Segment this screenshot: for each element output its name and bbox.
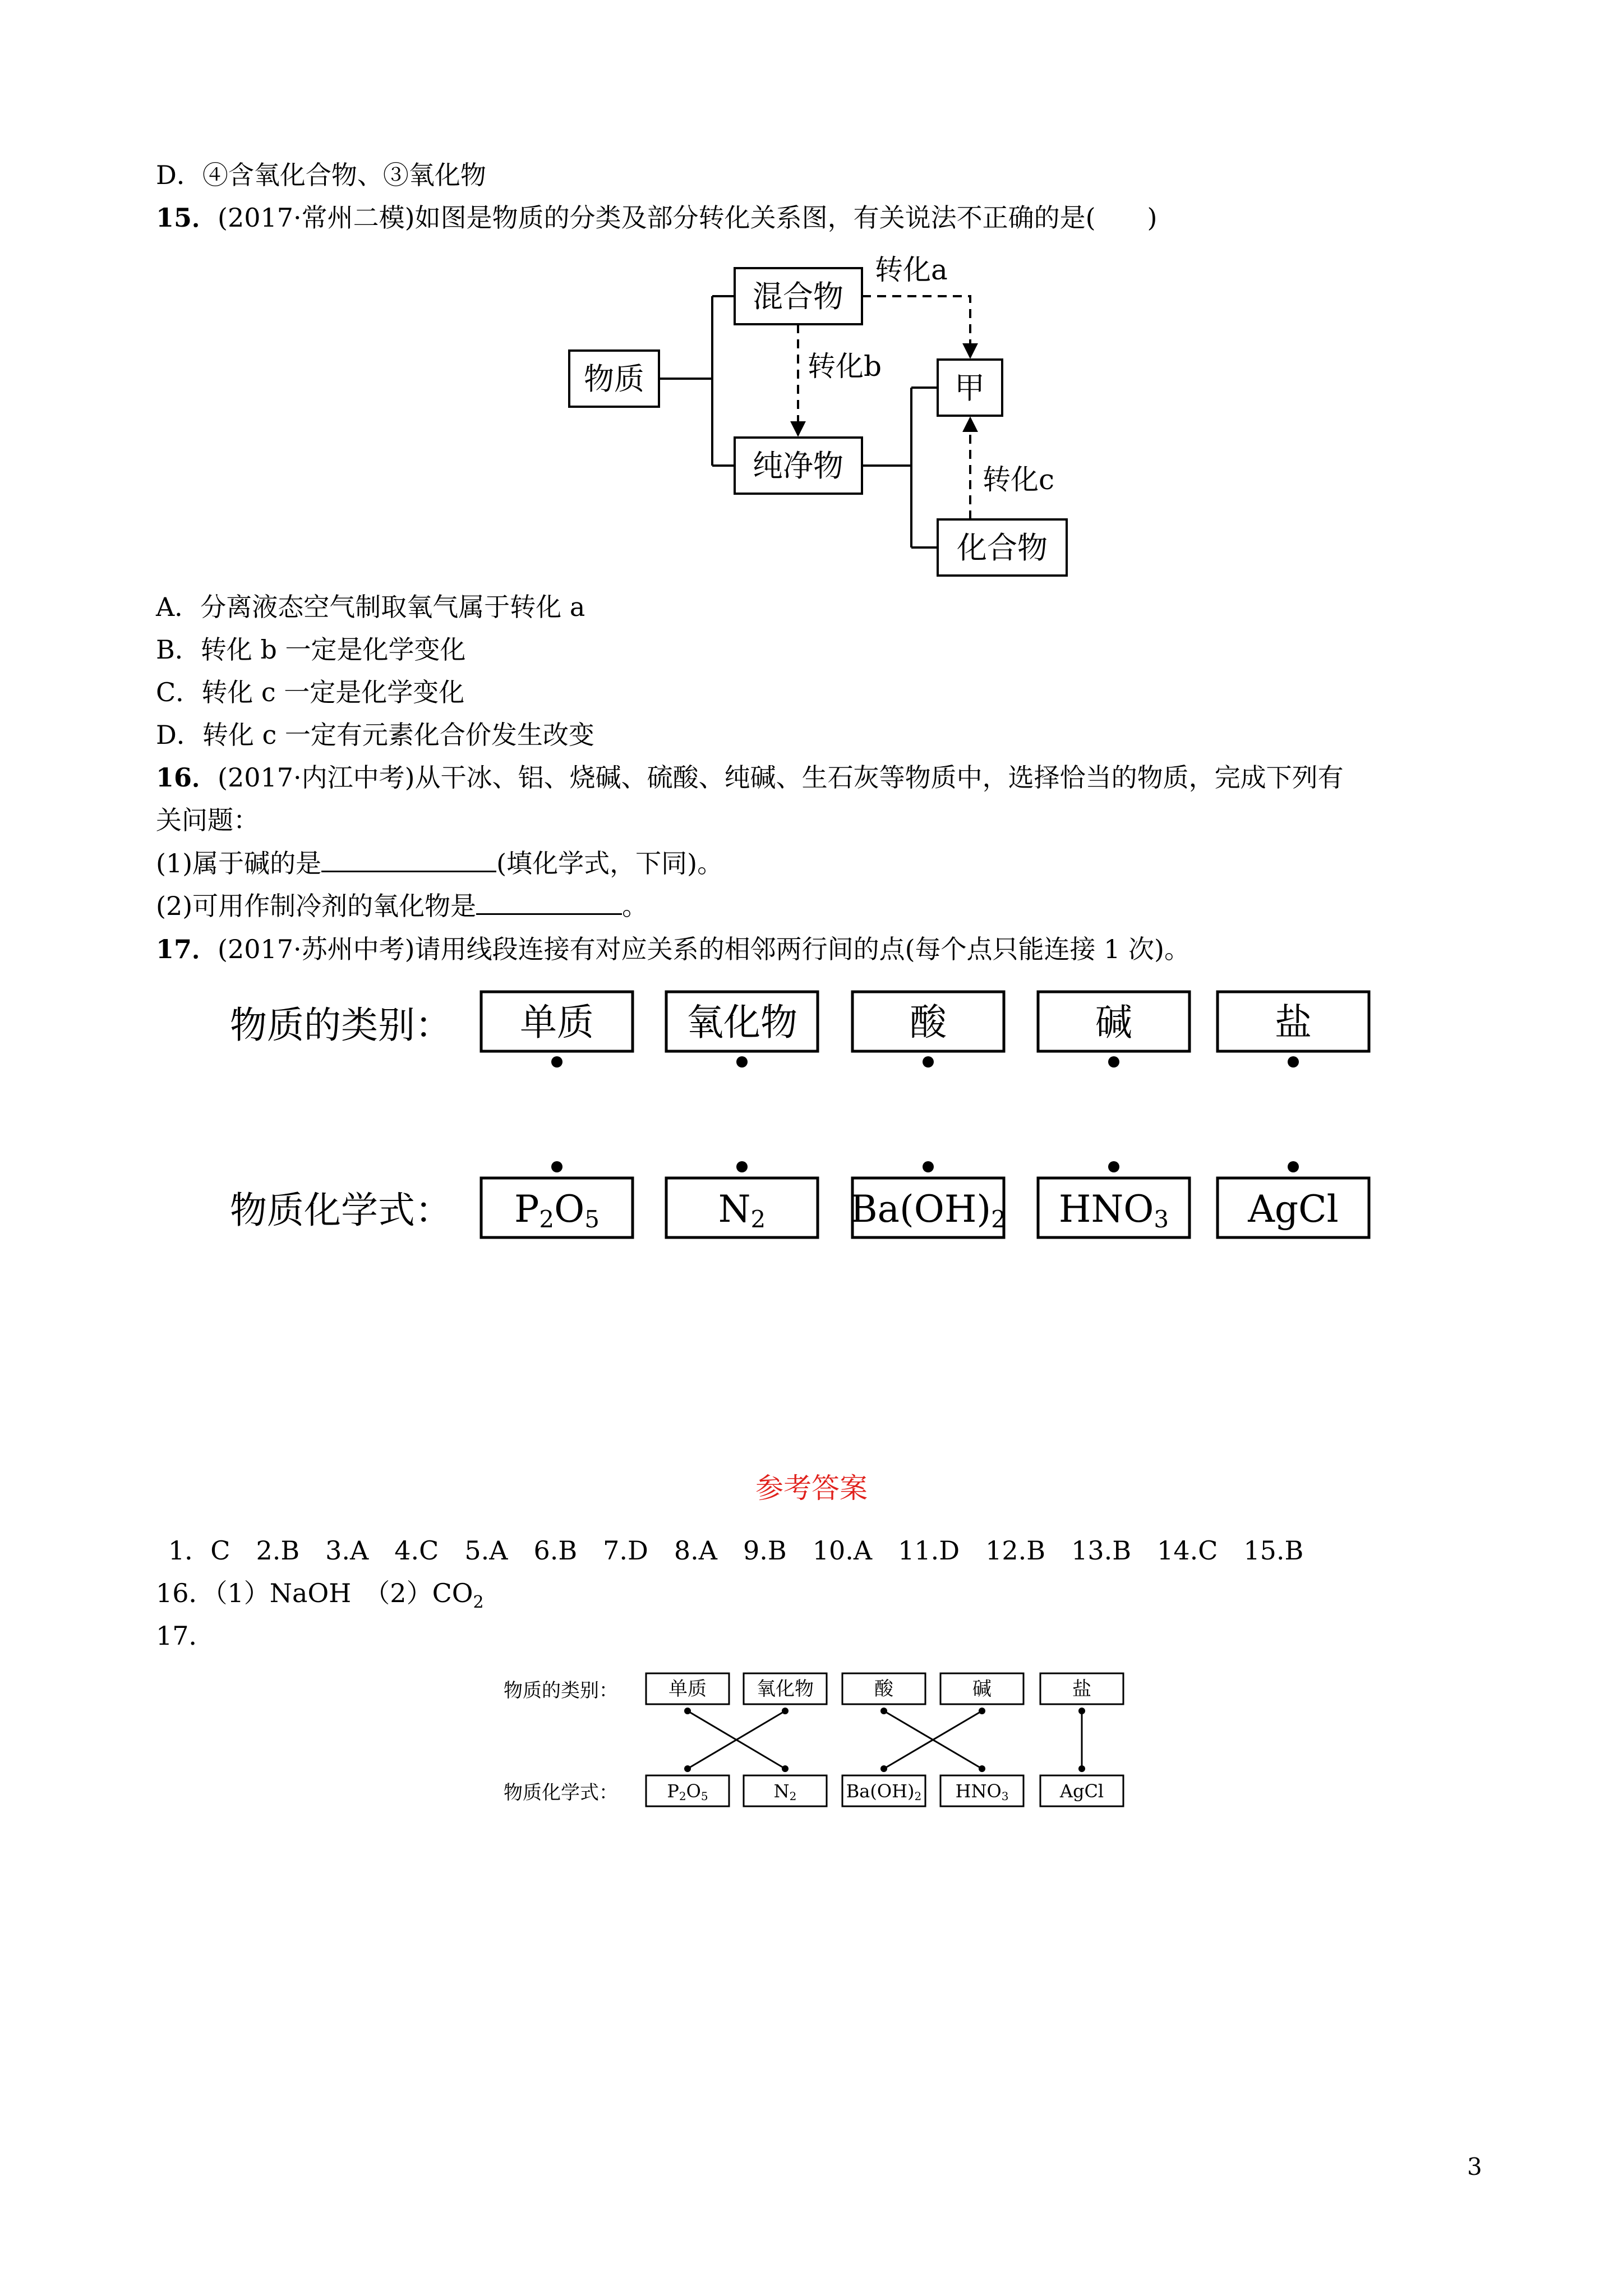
formula-box-3 bbox=[852, 1178, 1004, 1237]
q15-stem-line bbox=[156, 201, 1158, 234]
answer-category-dot-1 bbox=[684, 1708, 691, 1714]
q16-part1-blank[interactable] bbox=[321, 846, 496, 872]
answer-category-dot-3 bbox=[880, 1708, 887, 1714]
answer-line-base-baoh2 bbox=[884, 1711, 982, 1769]
answer-formula-box-1 bbox=[646, 1775, 729, 1806]
formula-box-5 bbox=[1218, 1178, 1369, 1237]
q15-option-d: D．转化 c 一定有元素化合价发生改变 bbox=[156, 720, 594, 750]
answer-line-oxide-p2o5 bbox=[688, 1711, 785, 1769]
answer-formula-box-3 bbox=[842, 1775, 925, 1806]
answer-formula-label-1: P2O5 bbox=[667, 1780, 708, 1803]
category-box-3 bbox=[852, 992, 1004, 1051]
q17-stem: (2017·苏州中考)请用线段连接有对应关系的相邻两行间的点(每个点只能连接 1 次)。 bbox=[218, 934, 1190, 964]
answer-formula-label-4: HNO3 bbox=[955, 1780, 1009, 1803]
category-label-1: 单质 bbox=[520, 1001, 594, 1044]
answer-category-label-1: 单质 bbox=[668, 1678, 707, 1700]
category-box-4 bbox=[1038, 992, 1189, 1051]
compound-box bbox=[938, 519, 1067, 576]
answer-category-dot-4 bbox=[979, 1708, 985, 1714]
answer-category-label-3: 酸 bbox=[874, 1678, 893, 1700]
answers-title: 参考答案 bbox=[755, 1472, 868, 1504]
category-box-1 bbox=[481, 992, 633, 1051]
q15-option-c: C．转化 c 一定是化学变化 bbox=[156, 677, 465, 707]
compound-label: 化合物 bbox=[957, 530, 1048, 565]
row2-label: 物质化学式： bbox=[230, 1189, 452, 1232]
q16-part2-blank[interactable] bbox=[476, 889, 622, 915]
answer-line-element-n2 bbox=[688, 1711, 785, 1769]
q16-part1-post: (填化学式，下同)。 bbox=[496, 848, 723, 878]
formula-dot-1[interactable] bbox=[551, 1161, 562, 1172]
mixture-label: 混合物 bbox=[753, 279, 843, 314]
answer-formula-box-2 bbox=[744, 1775, 827, 1806]
answers-line3: 17． bbox=[156, 1621, 215, 1651]
q16-part2-post: 。 bbox=[622, 891, 648, 921]
formula-dot-3[interactable] bbox=[923, 1161, 934, 1172]
q15-stem: (2017·常州二模)如图是物质的分类及部分转化关系图，有关说法不正确的是( ) bbox=[218, 203, 1158, 233]
conversion-a-arrow bbox=[862, 296, 970, 357]
answer-row2-label: 物质化学式： bbox=[504, 1782, 618, 1804]
category-dot-3[interactable] bbox=[923, 1056, 934, 1068]
category-dot-2[interactable] bbox=[736, 1056, 748, 1068]
page-number: 3 bbox=[1467, 2153, 1482, 2180]
answer-formula-box-5 bbox=[1040, 1775, 1123, 1806]
answer-line-acid-hno3 bbox=[884, 1711, 982, 1769]
row1-label: 物质的类别： bbox=[230, 1004, 452, 1047]
answers-line1: 1．C 2.B 3.A 4.C 5.A 6.B 7.D 8.A 9.B 10.A 11.D 12.B 13.B 14.C 15.B bbox=[168, 1535, 1304, 1566]
formula-dot-4[interactable] bbox=[1108, 1161, 1119, 1172]
q16-number: 16． bbox=[156, 762, 218, 793]
conversion-a-label: 转化a bbox=[875, 254, 948, 286]
category-box-5 bbox=[1218, 992, 1369, 1051]
substance-label: 物质 bbox=[584, 361, 644, 397]
answer-category-box-3 bbox=[842, 1673, 925, 1704]
q16-part1-pre: (1)属于碱的是 bbox=[156, 848, 322, 878]
answer-category-label-5: 盐 bbox=[1072, 1678, 1091, 1700]
q16-stem-1: (2017·内江中考)从干冰、铝、烧碱、硫酸、纯碱、生石灰等物质中，选择恰当的物质，完成下列有 bbox=[218, 762, 1344, 793]
answer-formula-dot-3 bbox=[880, 1765, 887, 1772]
answer-formula-dot-2 bbox=[782, 1765, 789, 1772]
formula-dot-2[interactable] bbox=[736, 1161, 748, 1172]
q15-number: 15． bbox=[156, 203, 218, 233]
jia-box bbox=[938, 360, 1002, 416]
q16-part2 bbox=[156, 889, 648, 923]
formula-label-1: P2O5 bbox=[514, 1188, 600, 1233]
formula-dot-5[interactable] bbox=[1288, 1161, 1299, 1172]
answer-category-box-1 bbox=[646, 1673, 729, 1704]
formula-box-2 bbox=[666, 1178, 818, 1237]
category-dot-5[interactable] bbox=[1288, 1056, 1299, 1068]
q14-option-d: D．④含氧化合物、③氧化物 bbox=[156, 160, 486, 190]
answer-category-dot-2 bbox=[782, 1708, 789, 1714]
answer-category-box-5 bbox=[1040, 1673, 1123, 1704]
conversion-b-label: 转化b bbox=[808, 350, 882, 383]
category-label-4: 碱 bbox=[1095, 1001, 1132, 1044]
category-box-2 bbox=[666, 992, 818, 1051]
q16-stem-line2: 关问题： bbox=[156, 805, 259, 835]
category-label-2: 氧化物 bbox=[686, 1001, 797, 1044]
q16-part1 bbox=[156, 846, 723, 880]
mixture-box bbox=[735, 268, 862, 324]
answers-line2 bbox=[156, 1576, 484, 1619]
formula-label-4: HNO3 bbox=[1058, 1188, 1169, 1233]
q15-option-b: B．转化 b 一定是化学变化 bbox=[156, 634, 466, 665]
formula-label-5: AgCl bbox=[1248, 1188, 1339, 1231]
answer-formula-label-5: AgCl bbox=[1059, 1780, 1104, 1802]
answers-line2-subscript: 2 bbox=[473, 1593, 484, 1613]
answer-formula-label-2: N2 bbox=[773, 1780, 797, 1803]
answer-formula-label-3: Ba(OH)2 bbox=[846, 1780, 922, 1803]
q17-stem-line bbox=[156, 932, 1190, 966]
answers-line2-text: 16．（1）NaOH （2）CO bbox=[156, 1578, 473, 1608]
category-label-5: 盐 bbox=[1275, 1001, 1312, 1044]
formula-box-4 bbox=[1038, 1178, 1189, 1237]
pure-box bbox=[735, 438, 862, 494]
formula-label-3: Ba(OH)2 bbox=[850, 1188, 1006, 1233]
conversion-c-label: 转化c bbox=[983, 463, 1055, 496]
category-dot-1[interactable] bbox=[551, 1056, 562, 1068]
answer-category-dot-5 bbox=[1078, 1708, 1085, 1714]
answer-category-label-4: 碱 bbox=[972, 1678, 992, 1700]
formula-label-2: N2 bbox=[718, 1188, 766, 1233]
answer-category-label-2: 氧化物 bbox=[757, 1678, 814, 1700]
category-dot-4[interactable] bbox=[1108, 1056, 1119, 1068]
formula-box-1 bbox=[481, 1178, 633, 1237]
category-label-3: 酸 bbox=[910, 1001, 947, 1044]
answer-row1-label: 物质的类别： bbox=[504, 1680, 618, 1702]
jia-label: 甲 bbox=[955, 370, 985, 406]
answer-formula-dot-5 bbox=[1078, 1765, 1085, 1772]
q15-option-a: A．分离液态空气制取氧气属于转化 a bbox=[156, 592, 585, 622]
answer-category-box-4 bbox=[940, 1673, 1023, 1704]
substance-box bbox=[569, 351, 659, 407]
answer-formula-dot-1 bbox=[684, 1765, 691, 1772]
pure-label: 纯净物 bbox=[753, 448, 843, 484]
q16-stem-line1 bbox=[156, 761, 1344, 794]
q17-number: 17． bbox=[156, 934, 218, 964]
answer-category-box-2 bbox=[744, 1673, 827, 1704]
q16-part2-pre: (2)可用作制冷剂的氧化物是 bbox=[156, 891, 477, 921]
answer-formula-box-4 bbox=[940, 1775, 1023, 1806]
answer-formula-dot-4 bbox=[979, 1765, 985, 1772]
